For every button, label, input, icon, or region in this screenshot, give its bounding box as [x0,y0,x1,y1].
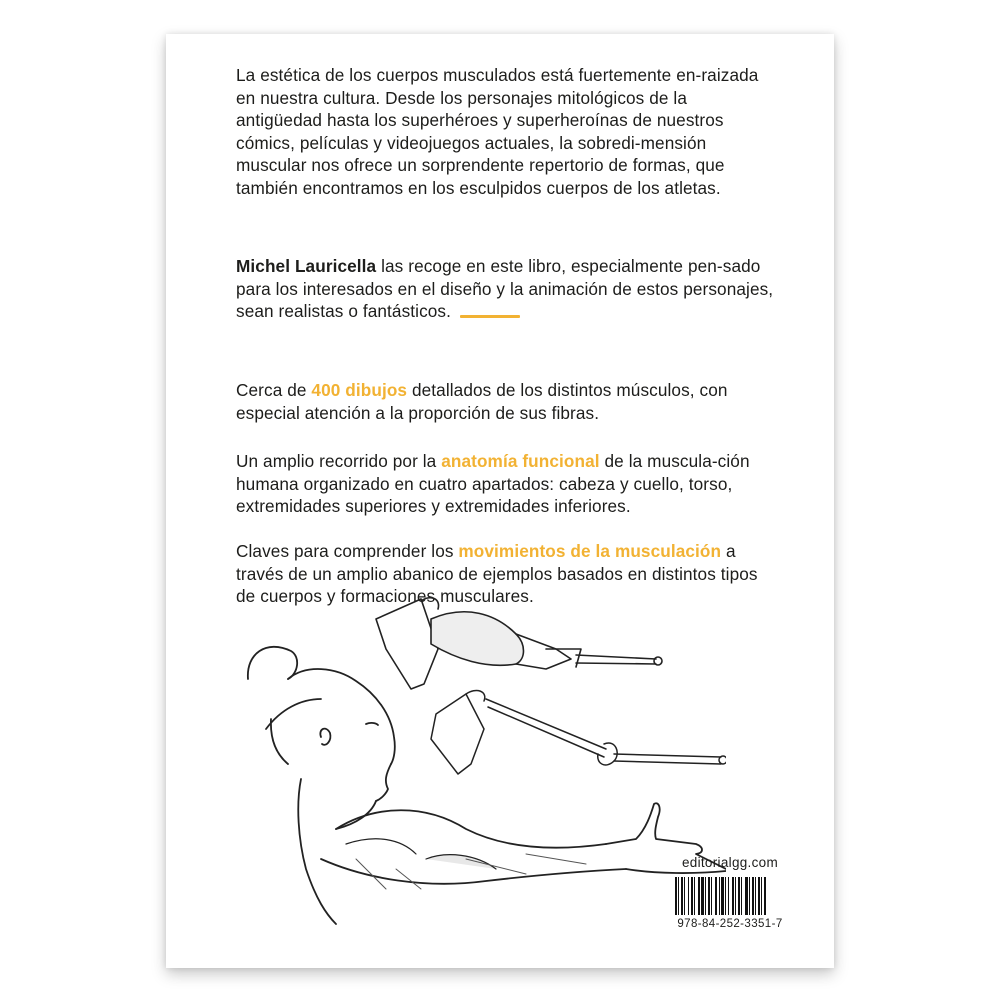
anatomy-illustration [226,589,726,929]
feature-text: detallados de los distintos músculos, con especial atención a la proporción de sus fibras. [236,380,728,423]
feature-text: de la muscula-ción humana organizado en cuatro apartados: cabeza y cuello, torso, extremidades superiores y extremidades inferiores. [236,451,750,517]
author-name: Michel Lauricella [236,256,377,276]
feature-text: Cerca de [236,380,312,400]
isbn-number: 978-84-252-3351-7 [677,918,783,930]
feature-text: Claves para comprender los [236,541,459,561]
intro-paragraph [236,64,776,200]
upper-arm-study-icon [376,598,662,689]
accent-divider [460,315,520,318]
feature-text: Un amplio recorrido por la [236,451,442,471]
woman-figure-icon [248,647,726,924]
barcode [675,877,785,915]
publisher-website: editorialgg.com [681,855,779,870]
author-paragraph-text: las recoge en este libro, especialmente pen-sado para los interesados en el diseño y la animación de estos personajes, sean realistas o fantásticos. [236,256,774,322]
feature-text: a través de un amplio abanico de ejemplos basados en distintos tipos de cuerpos y formaciones musculares. [236,541,758,607]
feature-highlight: movimientos de la musculación [458,541,722,561]
feature-paragraph-1 [236,379,776,424]
author-paragraph [236,255,776,323]
arm-bones-study-icon [431,690,726,774]
book-back-cover [166,34,834,968]
feature-paragraph-2 [236,450,776,518]
feature-highlight: 400 dibujos [311,380,408,400]
intro-text: La estética de los cuerpos musculados está fuertemente en-raizada en nuestra cultura. Desde los personajes mitológicos de la antigüedad hasta los superhéroes y superheroínas de nuestros cómics, películas y videojuegos actuales, la sobredi-mensión muscular nos ofrece un sorprendente repertorio de formas, que también encontramos en los esculpidos cuerpos de los atletas. [236,65,759,198]
feature-highlight: anatomía funcional [441,451,600,471]
